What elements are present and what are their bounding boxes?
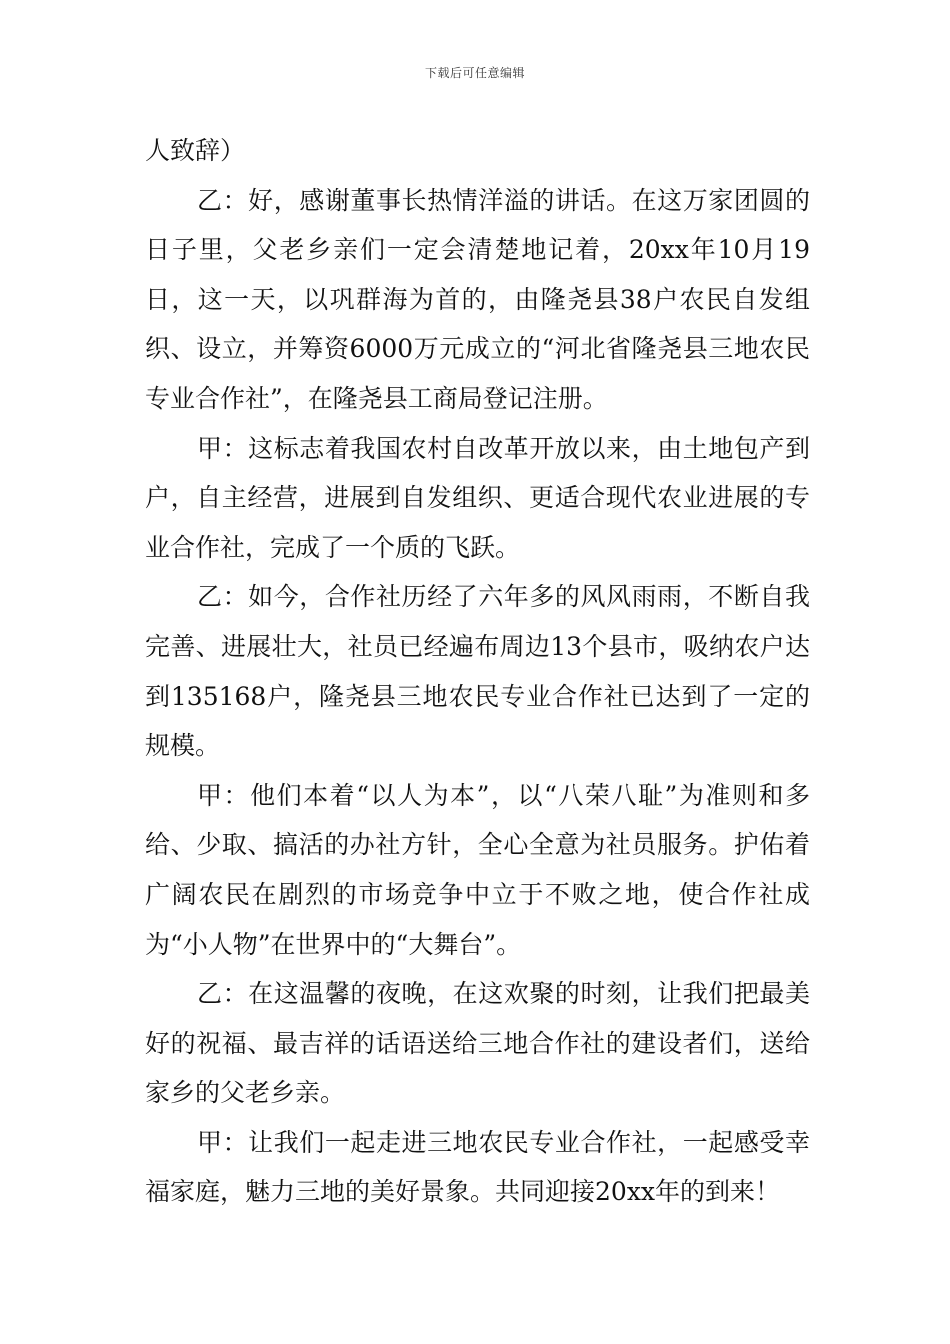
paragraph-yi-1: 乙：好，感谢董事长热情洋溢的讲话。在这万家团圆的日子里，父老乡亲们一定会清楚地记着，20xx年10月19日，这一天，以巩群海为首的，由隆尧县38户农民自发组织、设立，并筹资6000万元成立的“河北省隆尧县三地农民专业合作社”，在隆尧县工商局登记注册。 — [145, 185, 810, 413]
paragraph-jia-1: 甲：这标志着我国农村自改革开放以来，由土地包产到户，自主经营，进展到自发组织、更适合现代农业进展的专业合作社，完成了一个质的飞跃。 — [145, 433, 810, 562]
paragraph-closing-fragment: 人致辞） — [145, 136, 246, 165]
paragraph-yi-2: 乙：如今，合作社历经了六年多的风风雨雨，不断自我完善、进展壮大，社员已经遍布周边13个县市，吸纳农户达到135168户，隆尧县三地农民专业合作社已达到了一定的规模。 — [145, 582, 810, 761]
paragraph-jia-2: 甲：他们本着“以人为本”，以“八荣八耻”为准则和多给、少取、搞活的办社方针，全心全意为社员服务。护佑着广阔农民在剧烈的市场竞争中立于不败之地，使合作社成为“小人物”在世界中的“大舞台”。 — [145, 780, 810, 959]
page-header: 下载后可任意编辑 — [424, 66, 525, 80]
paragraph-yi-3: 乙：在这温馨的夜晚，在这欢聚的时刻，让我们把最美好的祝福、最吉祥的话语送给三地合作社的建设者们，送给家乡的父老乡亲。 — [145, 979, 810, 1108]
paragraph-jia-3: 甲：让我们一起走进三地农民专业合作社，一起感受幸福家庭，魅力三地的美好景象。共同迎接20xx年的到来！ — [145, 1127, 810, 1207]
document-body — [145, 126, 810, 1217]
